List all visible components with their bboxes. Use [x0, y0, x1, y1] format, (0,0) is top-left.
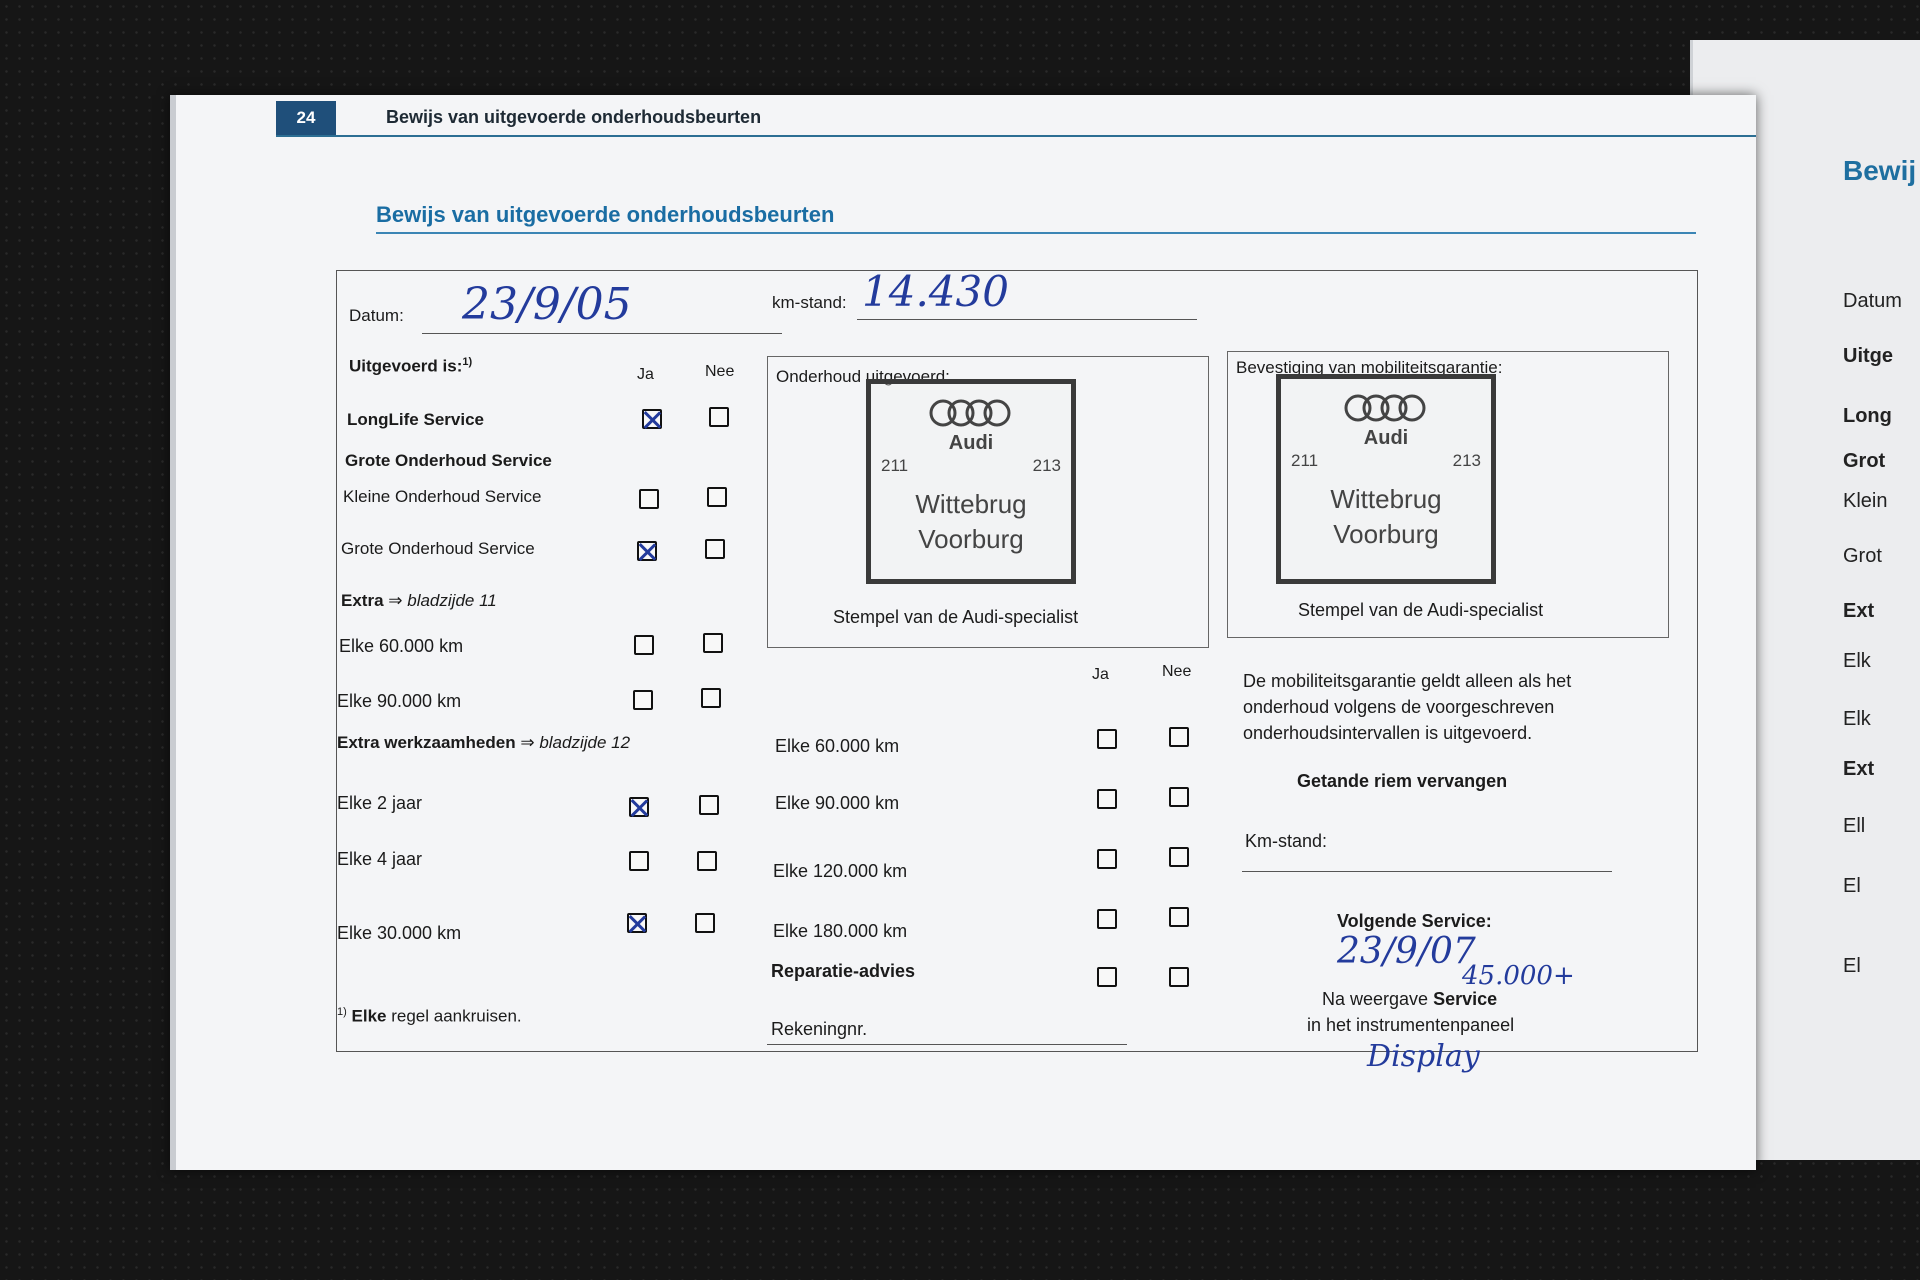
next-page-label: Long	[1843, 405, 1892, 427]
stamp-caption: Stempel van de Audi-specialist	[1298, 600, 1544, 620]
next-page-label: Grot	[1843, 450, 1886, 472]
dealer-stamp	[1276, 374, 1496, 584]
stamp-city: Wittebrug	[915, 489, 1027, 519]
stamp-number: 213	[1452, 451, 1481, 470]
checkbox-km30-nee[interactable]	[695, 913, 715, 933]
service-record-form	[336, 267, 1698, 1074]
row-label: Elke 120.000 km	[773, 861, 908, 881]
checkbox-kleine-nee[interactable]	[707, 487, 727, 507]
checkbox-mid90-ja[interactable]	[1097, 789, 1117, 809]
km-handwritten: 14.430	[862, 267, 1009, 316]
mobility-stamp-box	[1227, 351, 1669, 638]
nee-header: Nee	[1162, 663, 1192, 680]
checkbox-mid60-nee[interactable]	[1169, 727, 1189, 747]
stamp-city: Wittebrug	[1330, 484, 1442, 514]
section-rule	[376, 232, 1696, 234]
row-label: Elke 2 jaar	[337, 793, 423, 813]
km-stand-label: Km-stand:	[1245, 831, 1328, 851]
mobility-text: De mobiliteitsgarantie geldt alleen als het	[1243, 671, 1572, 691]
rekening-label: Rekeningnr.	[771, 1019, 868, 1039]
checkbox-longlife-nee[interactable]	[709, 407, 729, 427]
row-label: Elke 90.000 km	[337, 691, 462, 711]
checkbox-mid120-nee[interactable]	[1169, 847, 1189, 867]
stamp-box-label: Onderhoud uitgevoerd:	[776, 367, 950, 386]
stamp-city: Voorburg	[1333, 519, 1439, 549]
dealer-stamp	[866, 379, 1076, 584]
checkbox-left60-ja[interactable]	[634, 635, 654, 655]
stamp-caption: Stempel van de Audi-specialist	[833, 607, 1079, 627]
section-title: Bewijs van uitgevoerde onderhoudsbeurten	[376, 202, 835, 227]
row-label: Elke 30.000 km	[337, 923, 462, 943]
header-rule	[276, 135, 1756, 137]
km-label: km-stand:	[772, 293, 847, 312]
checkbox-mid180-nee[interactable]	[1169, 907, 1189, 927]
checkbox-mid90-nee[interactable]	[1169, 787, 1189, 807]
stamp-box-label: Bevestiging van mobiliteitsgarantie:	[1236, 358, 1503, 377]
row-label: Elke 60.000 km	[339, 636, 464, 656]
riem-heading: Getande riem vervangen	[1297, 771, 1508, 791]
stamp-number: 211	[1291, 451, 1319, 470]
footnote: $^{1)}$ Elke regel aankruisen.	[337, 1006, 522, 1026]
checkbox-reparatie-nee[interactable]	[1169, 967, 1189, 987]
display-handwritten: Display	[1367, 1039, 1480, 1074]
next-page-label: Ext	[1843, 758, 1875, 780]
next-page-label: Elk	[1843, 650, 1871, 672]
mobility-text: onderhoud volgens de voorgeschreven	[1243, 697, 1555, 717]
row-label: Elke 180.000 km	[773, 921, 908, 941]
checkbox-grote-nee[interactable]	[705, 539, 725, 559]
checkbox-longlife-ja[interactable]	[642, 409, 662, 429]
row-label: Elke 90.000 km	[775, 793, 900, 813]
nee-header: Nee	[705, 363, 735, 380]
running-header: Bewijs van uitgevoerde onderhoudsbeurten	[386, 107, 762, 127]
datum-handwritten: 23/9/05	[462, 279, 632, 330]
row-label: Elke 4 jaar	[337, 849, 423, 869]
stamp-city: Voorburg	[918, 524, 1024, 554]
next-page-label: Klein	[1843, 490, 1888, 512]
stamp-number: 211	[881, 456, 909, 475]
grote-heading: Grote Onderhoud Service	[345, 451, 552, 470]
checkbox-grote-ja[interactable]	[637, 541, 657, 561]
volgende-service-label: Volgende Service:	[1337, 911, 1492, 931]
ja-header: Ja	[637, 366, 654, 383]
stamp-brand: Audi	[1363, 427, 1409, 449]
booklet-page	[170, 95, 1756, 1170]
stamp-number: 213	[1032, 456, 1061, 475]
datum-label: Datum:	[349, 306, 404, 325]
checkbox-reparatie-ja[interactable]	[1097, 967, 1117, 987]
na-weergave-text: Na weergave Service	[1322, 989, 1498, 1009]
next-page-label: Ext	[1843, 600, 1875, 622]
page-number: 24	[276, 101, 336, 135]
uitgevoerd-label: Uitgevoerd is:$^{1)}$	[349, 356, 473, 376]
werk-reference: Extra werkzaamheden ⇒ bladzijde 12	[337, 733, 631, 752]
checkbox-left90-ja[interactable]	[633, 690, 653, 710]
checkbox-jaar4-ja[interactable]	[629, 851, 649, 871]
row-label: Elke 60.000 km	[775, 736, 900, 756]
checkbox-left90-nee[interactable]	[701, 688, 721, 708]
next-page-label: El	[1843, 875, 1861, 897]
row-label: LongLife Service	[347, 410, 484, 429]
km-line	[857, 319, 1197, 320]
next-page-label: Grot	[1843, 545, 1882, 567]
km-stand-line	[1242, 871, 1612, 872]
checkbox-mid180-ja[interactable]	[1097, 909, 1117, 929]
checkbox-kleine-ja[interactable]	[639, 489, 659, 509]
mobility-text: onderhoudsintervallen is uitgevoerd.	[1243, 723, 1533, 743]
rekening-line	[767, 1044, 1127, 1045]
checkbox-jaar4-nee[interactable]	[697, 851, 717, 871]
datum-line	[422, 333, 782, 334]
checkbox-jaar2-nee[interactable]	[699, 795, 719, 815]
checkbox-jaar2-ja[interactable]	[629, 797, 649, 817]
next-page-label: Ell	[1843, 815, 1866, 837]
next-page-title: Bewij	[1843, 155, 1917, 186]
ja-header: Ja	[1092, 666, 1109, 683]
row-label: Reparatie-advies	[771, 961, 916, 981]
stamp-brand: Audi	[948, 432, 994, 454]
checkbox-mid120-ja[interactable]	[1097, 849, 1117, 869]
checkbox-km30-ja[interactable]	[627, 913, 647, 933]
checkbox-left60-nee[interactable]	[703, 633, 723, 653]
next-service-km-handwritten: 45.000+	[1462, 961, 1575, 991]
service-stamp-box	[767, 356, 1209, 648]
instrument-text: in het instrumentenpaneel	[1307, 1015, 1515, 1035]
row-label: Grote Onderhoud Service	[341, 539, 535, 558]
audi-rings-icon	[1343, 393, 1429, 423]
extra-reference: Extra ⇒ bladzijde 11	[341, 591, 497, 610]
row-label: Kleine Onderhoud Service	[343, 487, 542, 506]
next-page-label: Datum	[1843, 290, 1902, 312]
next-service-date-handwritten: 23/9/07	[1337, 931, 1476, 972]
audi-rings-icon	[928, 398, 1014, 428]
checkbox-mid60-ja[interactable]	[1097, 729, 1117, 749]
next-page-label: El	[1843, 955, 1861, 977]
next-page-label: Elk	[1843, 708, 1871, 730]
next-page-label: Uitge	[1843, 345, 1893, 367]
